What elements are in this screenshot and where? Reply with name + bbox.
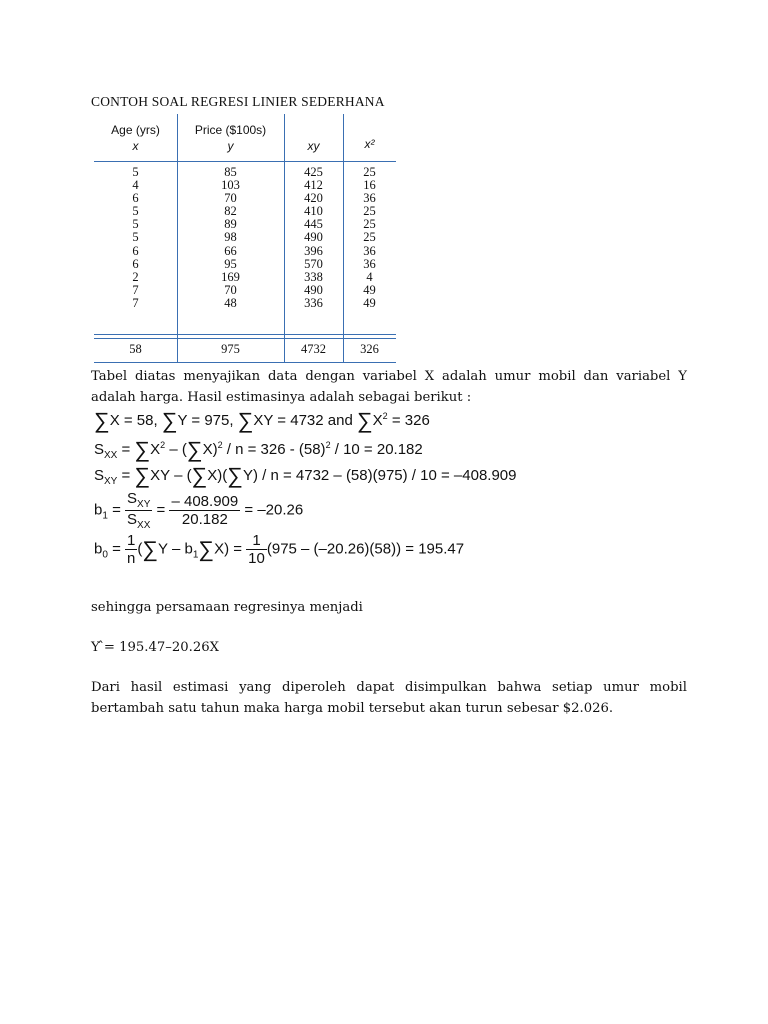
header-x2: [343, 136, 396, 152]
table-cell: 5: [132, 165, 139, 179]
b1-num-s: S: [127, 490, 138, 507]
sigma-symbol: ∑: [186, 437, 203, 462]
sigma-symbol: ∑: [134, 463, 151, 488]
table-cell: 570: [304, 256, 323, 271]
sigma-symbol: ∑: [237, 408, 254, 433]
b1-result: = –20.26: [244, 501, 304, 519]
sxy-xy: XY – (: [150, 467, 192, 484]
table-cell: 490: [304, 282, 323, 297]
table-cell: 336: [304, 295, 323, 310]
table-cell: 338: [304, 269, 323, 284]
b1-numerator-value: – 408.909: [171, 493, 239, 510]
eq-sum-xy: XY = 4732 and: [253, 412, 357, 429]
table-cell: 25: [363, 230, 376, 245]
table-cell: 49: [363, 282, 376, 297]
sxy-result: Y) / n = 4732 – (58)(975) / 10 = –408.909: [242, 467, 517, 484]
table-cell: 103: [221, 178, 240, 193]
b0-subscript: 0: [102, 549, 108, 561]
sigma-symbol: ∑: [191, 463, 208, 488]
eq-sum-x2: X: [372, 412, 383, 429]
b0-mid2: X) =: [214, 540, 247, 558]
conclusion-paragraph: Dari hasil estimasi yang diperoleh dapat disimpulkan bahwa setiap umur mobil bertambah satu tahun maka harga mobil tersebut akan turun sebesar $2.026.: [91, 680, 687, 716]
table-cell: 98: [224, 230, 237, 245]
header-price-label: Price ($100s): [194, 123, 267, 137]
table-cell: 425: [304, 165, 323, 179]
header-x2-sub: x²: [364, 137, 375, 151]
equation-sxy: $S_{XY} = \sum XY - (\sum X)(\sum Y) / n = 4732 - (58)(975) / 10 = -408.909$: [94, 463, 517, 488]
eq-sum-x: X = 58,: [109, 412, 162, 429]
table-cell: 2: [132, 269, 139, 284]
table-cell: 85: [224, 165, 237, 179]
table-cell: 7: [132, 282, 139, 297]
eq-sum-x2-value: = 326: [387, 412, 430, 429]
superscript-2: 2: [217, 440, 223, 450]
sxx-result: / 10 = 20.182: [330, 441, 423, 458]
total-x: 58: [129, 342, 142, 356]
table-cell: 25: [363, 217, 376, 232]
b1-denominator: [125, 511, 152, 531]
sigma-symbol: ∑: [356, 408, 373, 433]
table-cell: 5: [132, 204, 139, 219]
b0-frac-num: 1: [127, 532, 136, 549]
b0-frac-den: n: [127, 550, 136, 567]
equation-b1: $b_1$ = $\frac{S_{XY}}{S_{XX}}$ = $\frac{- 408.909}{20.182}$ = –20.26: [94, 490, 304, 531]
table-cell: 66: [224, 243, 237, 258]
header-price: [177, 122, 284, 154]
table-cell: 420: [304, 191, 323, 206]
b0-fraction-1-over-10: [246, 532, 267, 567]
table-cell: 4: [132, 178, 139, 193]
superscript-2: 2: [382, 411, 388, 421]
table-cell: 169: [221, 269, 240, 284]
table-cell: 89: [224, 217, 237, 232]
table-cell: 412: [304, 178, 323, 193]
table-cell: 4: [366, 269, 373, 284]
table-cell: 82: [224, 204, 237, 219]
header-age-label: Age (yrs): [111, 123, 160, 137]
header-divider: [94, 161, 396, 162]
table-cell: 490: [304, 230, 323, 245]
table-cell: 25: [363, 204, 376, 219]
b0-mid: Y – b: [158, 540, 193, 558]
header-age: [94, 122, 177, 154]
b1-fraction-numeric: [169, 493, 240, 528]
sxy-mid: X)(: [207, 467, 228, 484]
table-cell: 70: [224, 191, 237, 206]
sigma-symbol: ∑: [94, 408, 110, 433]
sxx-tail: / n = 326 - (58): [222, 441, 326, 458]
result-intro: sehingga persamaan regresinya menjadi: [91, 600, 363, 615]
equation-b0: $b_0$ = $\frac{1}{n}$ $(\sum Y - b_1\sum X)$ = $\frac{1}{10}$ (975 – (–20.26)(58)) = 195.47: [94, 532, 465, 567]
sxx-sumx: X): [202, 441, 218, 458]
table-cell: 5: [132, 230, 139, 245]
sxx-subscript: XX: [104, 450, 118, 461]
header-xy-sub: xy: [307, 139, 320, 153]
b0-symbol: b: [94, 540, 103, 558]
b0-result: (975 – (–20.26)(58)) = 195.47: [266, 540, 465, 558]
sxy-symbol: S: [94, 467, 105, 484]
table-cell: 95: [224, 256, 237, 271]
sigma-symbol: ∑: [161, 408, 178, 433]
table-cell: 6: [132, 243, 139, 258]
b1-numerator: [125, 490, 152, 511]
total-divider-double: [94, 338, 396, 339]
table-cell: 410: [304, 204, 323, 219]
b1-symbol: b: [94, 501, 103, 519]
sxx-x: X: [150, 441, 161, 458]
sxx-symbol: S: [94, 441, 105, 458]
header-xy: [284, 138, 343, 154]
table-cell: 16: [363, 178, 376, 193]
table-cell: 49: [363, 295, 376, 310]
b1-fraction-symbolic: [125, 490, 152, 531]
table-cell: 48: [224, 295, 237, 310]
data-table: [94, 114, 396, 363]
b1-denominator-value: 20.182: [181, 511, 228, 528]
table-cell: 36: [363, 256, 376, 271]
table-cell: 396: [304, 243, 323, 258]
sxy-subscript: XY: [104, 476, 118, 487]
b0-frac2-den: 10: [248, 550, 265, 567]
document-title: CONTOH SOAL REGRESI LINIER SEDERHANA: [91, 94, 385, 109]
superscript-2: 2: [160, 440, 166, 450]
superscript-2: 2: [325, 440, 331, 450]
column-x: [94, 166, 177, 310]
sxx-minus: – (: [165, 441, 187, 458]
table-cell: 445: [304, 217, 323, 232]
b0-fraction-1-over-n: [125, 532, 137, 567]
regression-equation: Y ̂= 195.47–20.26X: [91, 640, 220, 655]
b1-num-sub: XY: [137, 499, 151, 510]
header-age-sub: x: [132, 139, 139, 153]
column-xy: [284, 166, 343, 310]
column-x2: [343, 166, 396, 310]
b0-frac2-num: 1: [246, 532, 267, 550]
table-cell: 6: [132, 256, 139, 271]
sigma-symbol: ∑: [134, 437, 151, 462]
equation-sxx: $S_{XX} = \sum X^2 - (\sum X)^2 / n = 326 - (58)^2 / 10 = 20.182$: [94, 437, 423, 462]
table-cell: 7: [132, 295, 139, 310]
sigma-symbol: ∑: [198, 536, 215, 562]
table-cell: 36: [363, 243, 376, 258]
total-xy: 4732: [301, 342, 326, 356]
b1-den-sub: XX: [137, 520, 151, 531]
total-y: 975: [221, 342, 240, 356]
sigma-symbol: ∑: [142, 536, 159, 562]
eq-sum-y: Y = 975,: [177, 412, 238, 429]
intro-paragraph: Tabel diatas menyajikan data dengan variabel X adalah umur mobil dan variabel Y adalah harga. Hasil estimasinya adalah sebagai berikut :: [91, 369, 687, 405]
total-x2: 326: [360, 342, 379, 356]
table-cell: 70: [224, 282, 237, 297]
sigma-symbol: ∑: [227, 463, 243, 488]
table-cell: 36: [363, 191, 376, 206]
table-cell: 5: [132, 217, 139, 232]
equation-sums: [94, 408, 430, 434]
column-y: [177, 166, 284, 310]
header-price-sub: y: [227, 139, 234, 153]
b1-subscript: 1: [102, 510, 108, 522]
b0-b1-subscript: 1: [192, 549, 199, 561]
table-cell: 25: [363, 165, 376, 179]
b1-den-s: S: [127, 511, 138, 528]
table-bottom-border: [94, 362, 396, 363]
total-divider: [94, 334, 396, 335]
table-cell: 6: [132, 191, 139, 206]
